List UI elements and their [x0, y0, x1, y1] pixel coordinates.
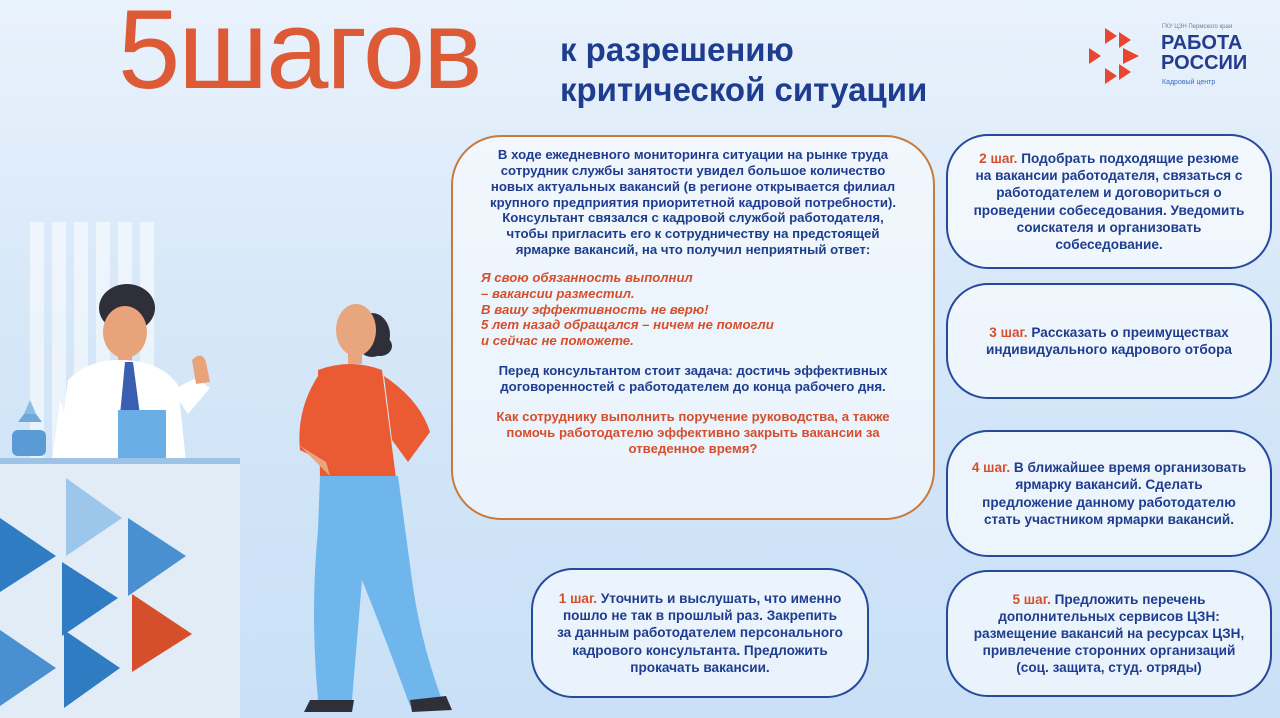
logo-name-line-2: РОССИИ — [1161, 52, 1248, 75]
logo-top-caption: ГКУ ЦЗН Пермского края — [1162, 24, 1233, 30]
step-3-text: Рассказать о преимуществах индивидуального кадрового отбора — [986, 324, 1232, 357]
step-1-text: Уточнить и выслушать, что именно пошло не так в прошлый раз. Закрепить за данным работодателем персонального кадрового консультанта. Предложить прокачать вакансии. — [557, 591, 843, 675]
step-2-number: 2 шаг. — [979, 151, 1018, 167]
arrows-logo-icon — [1085, 22, 1155, 92]
title-five-steps: 5шагов — [118, 0, 481, 112]
step-3-box — [946, 283, 1272, 399]
subtitle-line-1: к разрешению — [560, 31, 794, 68]
step-5-number: 5 шаг. — [1012, 591, 1051, 607]
quote-line: В вашу эффективность не верю! — [481, 301, 709, 317]
employer-woman — [299, 304, 452, 712]
consultant-task: Перед консультантом стоит задача: достичь эффективных договоренностей с работодателем до конца рабочего дня. — [498, 363, 888, 394]
quote-line: 5 лет назад обращался – ничем не помогли — [481, 317, 774, 333]
situation-box — [451, 135, 935, 520]
step-4-box — [946, 430, 1272, 557]
step-1-box — [531, 568, 869, 698]
step-2-box — [946, 134, 1272, 269]
logo-sub-caption: Кадровый центр — [1162, 79, 1216, 86]
step-2-text: Подобрать подходящие резюме на вакансии работодателя, связаться с работодателем и договориться о проведении собеседования. Уведомить соискателя и организовать собеседование. — [973, 151, 1245, 252]
employer-quote — [481, 270, 905, 349]
logo-name-line-1: РАБОТА — [1161, 32, 1243, 54]
title-subtitle — [560, 30, 927, 111]
situation-question: Как сотруднику выполнить поручение руководства, а также помочь работодателю эффективно закрыть вакансии за отведенное время? — [496, 408, 890, 456]
step-3-number: 3 шаг. — [989, 324, 1028, 340]
step-4-text: В ближайшее время организовать ярмарку вакансий. Сделать предложение данному работодателю стать участником ярмарки вакансий. — [982, 460, 1247, 527]
quote-line: Я свою обязанность выполнил — [481, 269, 693, 285]
quote-line: – вакансии разместил. — [481, 285, 635, 301]
subtitle-line-2: критической ситуации — [560, 71, 928, 109]
step-5-box — [946, 570, 1272, 697]
step-5-text: Предложить перечень дополнительных сервисов ЦЗН: размещение вакансий на ресурсах ЦЗН, привлечение сторонних организаций (соц. защита, студ. отряды) — [973, 591, 1245, 676]
quote-line: и сейчас не поможете. — [481, 333, 634, 349]
step-4-number: 4 шаг. — [971, 460, 1011, 476]
logo-name — [1161, 33, 1247, 74]
consultant-employer-illustration — [0, 200, 470, 718]
rabota-rossii-logo — [1085, 18, 1265, 93]
situation-intro: В ходе ежедневного мониторинга ситуации на рынке труда сотрудник службы занятости увидел большое количество новых актуальных вакансий (в регионе открывается филиал крупного предприятия приоритетной кадровой потребности). Консультант связался с кадровой службой работодателя, чтобы пригласить его к сотрудничеству на предстоящей ярмарке вакансий, на что получил неприятный ответ: — [489, 147, 897, 258]
step-1-number: 1 шаг. — [558, 591, 598, 607]
